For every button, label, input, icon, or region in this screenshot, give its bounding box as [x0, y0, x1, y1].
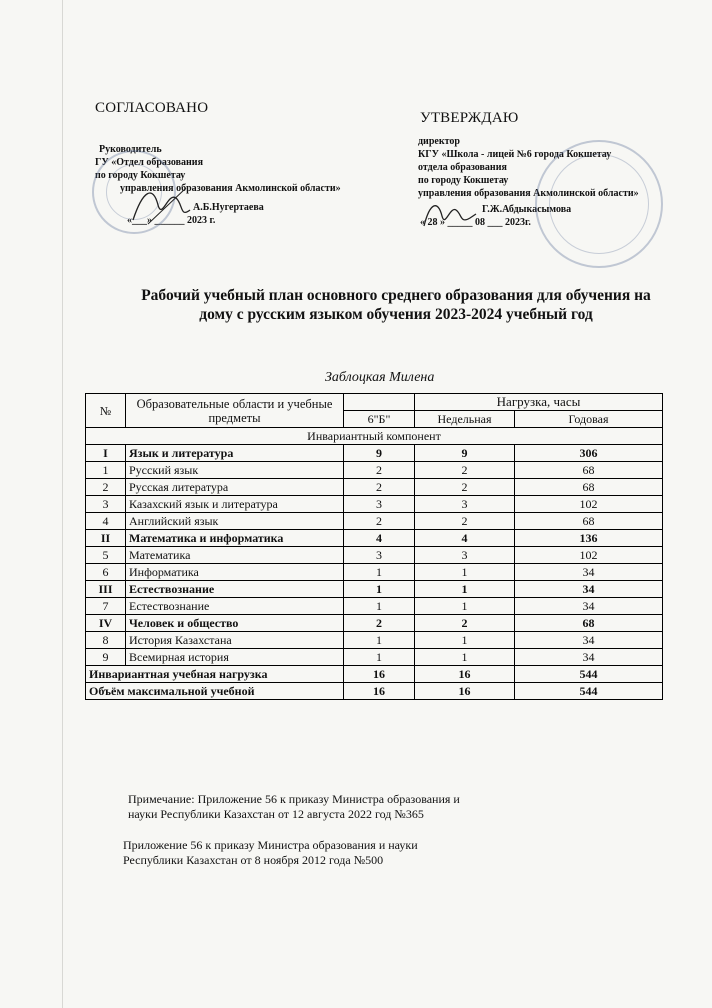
- row-class-hours: 2: [344, 462, 415, 479]
- row-yearly-hours: 68: [515, 513, 663, 530]
- row-yearly-hours: 34: [515, 649, 663, 666]
- total-weekly-hours: 16: [415, 666, 515, 683]
- total-class-hours: 16: [344, 666, 415, 683]
- total-label: Инвариантная учебная нагрузка: [86, 666, 344, 683]
- subject-row: [86, 632, 663, 649]
- row-subject: Язык и литература: [126, 445, 344, 462]
- header-subjects: Образовательные области и учебные предметы: [126, 394, 344, 428]
- row-weekly-hours: 1: [415, 564, 515, 581]
- row-subject: Естествознание: [126, 581, 344, 598]
- row-number: 7: [86, 598, 126, 615]
- row-subject: Английский язык: [126, 513, 344, 530]
- approval-left-date: «___» ______ 2023 г.: [127, 215, 216, 226]
- invariant-label: Инвариантный компонент: [86, 428, 663, 445]
- approval-right-org-line: по городу Кокшетау: [418, 175, 509, 186]
- note-1-line: Примечание: Приложение 56 к приказу Министра образования и: [128, 792, 460, 806]
- row-class-hours: 2: [344, 615, 415, 632]
- row-yearly-hours: 102: [515, 496, 663, 513]
- row-number: 4: [86, 513, 126, 530]
- row-number: III: [86, 581, 126, 598]
- curriculum-table: [85, 393, 663, 700]
- row-subject: История Казахстана: [126, 632, 344, 649]
- row-number: 5: [86, 547, 126, 564]
- row-number: 6: [86, 564, 126, 581]
- row-yearly-hours: 306: [515, 445, 663, 462]
- approval-left-heading: СОГЛАСОВАНО: [95, 100, 209, 116]
- row-class-hours: 1: [344, 598, 415, 615]
- approval-right-org-line: управления образования Акмолинской области»: [418, 188, 639, 199]
- note-1-line: науки Республики Казахстан от 12 августа 2022 год №365: [128, 807, 424, 821]
- row-number: 1: [86, 462, 126, 479]
- subject-row: [86, 564, 663, 581]
- student-name: Заблоцкая Милена: [325, 370, 435, 385]
- row-weekly-hours: 2: [415, 479, 515, 496]
- row-number: I: [86, 445, 126, 462]
- approval-left-org-line: управления образования Акмолинской области»: [120, 183, 341, 194]
- subject-row: [86, 496, 663, 513]
- note-2-line: Приложение 56 к приказу Министра образования и науки: [123, 838, 418, 852]
- approval-left-org-line: ГУ «Отдел образования: [95, 157, 203, 168]
- table-header-row: [86, 394, 663, 411]
- approval-left-position: Руководитель: [99, 144, 162, 155]
- row-weekly-hours: 1: [415, 598, 515, 615]
- row-number: 9: [86, 649, 126, 666]
- row-yearly-hours: 34: [515, 598, 663, 615]
- row-class-hours: 1: [344, 581, 415, 598]
- section-row: [86, 615, 663, 632]
- row-subject: Математика и информатика: [126, 530, 344, 547]
- approval-right-signer: Г.Ж.Абдыкасымова: [482, 204, 572, 215]
- row-class-hours: 4: [344, 530, 415, 547]
- row-subject: Русская литература: [126, 479, 344, 496]
- header-num: №: [86, 394, 126, 428]
- note-2: [123, 838, 418, 868]
- scan-edge-line: [62, 0, 63, 1008]
- section-row: [86, 445, 663, 462]
- approval-right-org-line: КГУ «Школа - лицей №6 города Кокшетау: [418, 149, 612, 160]
- row-yearly-hours: 34: [515, 581, 663, 598]
- note-1: [128, 792, 460, 822]
- row-class-hours: 3: [344, 496, 415, 513]
- row-class-hours: 2: [344, 479, 415, 496]
- header-weekly: Недельная: [415, 411, 515, 428]
- row-yearly-hours: 68: [515, 615, 663, 632]
- approval-right-position: директор: [418, 136, 460, 147]
- row-number: 2: [86, 479, 126, 496]
- row-number: 3: [86, 496, 126, 513]
- row-weekly-hours: 2: [415, 513, 515, 530]
- subject-row: [86, 598, 663, 615]
- row-yearly-hours: 34: [515, 632, 663, 649]
- header-yearly: Годовая: [515, 411, 663, 428]
- subject-row: [86, 513, 663, 530]
- row-weekly-hours: 2: [415, 462, 515, 479]
- subject-row: [86, 547, 663, 564]
- header-empty: [344, 394, 415, 411]
- row-class-hours: 3: [344, 547, 415, 564]
- approval-left-org-line: по городу Кокшетау: [95, 170, 186, 181]
- invariant-row: [86, 428, 663, 445]
- row-class-hours: 1: [344, 564, 415, 581]
- total-weekly-hours: 16: [415, 683, 515, 700]
- row-weekly-hours: 4: [415, 530, 515, 547]
- row-class-hours: 1: [344, 649, 415, 666]
- approval-right-stamp: [535, 140, 663, 268]
- row-weekly-hours: 2: [415, 615, 515, 632]
- row-subject: Естествознание: [126, 598, 344, 615]
- row-weekly-hours: 1: [415, 632, 515, 649]
- row-subject: Всемирная история: [126, 649, 344, 666]
- approval-right-heading: УТВЕРЖДАЮ: [420, 110, 519, 126]
- approval-right-date: « 28 » _____ 08 ___ 2023г.: [420, 217, 531, 228]
- row-class-hours: 2: [344, 513, 415, 530]
- total-row: [86, 683, 663, 700]
- document-title: Рабочий учебный план основного среднего образования для обучения на дому с русским языком обучения 2023-2024 учебный год: [141, 287, 651, 323]
- row-class-hours: 9: [344, 445, 415, 462]
- total-class-hours: 16: [344, 683, 415, 700]
- row-yearly-hours: 102: [515, 547, 663, 564]
- row-yearly-hours: 136: [515, 530, 663, 547]
- total-label: Объём максимальной учебной: [86, 683, 344, 700]
- approval-left-signature: [128, 180, 198, 230]
- row-weekly-hours: 3: [415, 547, 515, 564]
- subject-row: [86, 479, 663, 496]
- row-weekly-hours: 1: [415, 581, 515, 598]
- row-number: IV: [86, 615, 126, 632]
- row-yearly-hours: 68: [515, 462, 663, 479]
- approval-right-org-line: отдела образования: [418, 162, 507, 173]
- total-row: [86, 666, 663, 683]
- subject-row: [86, 462, 663, 479]
- row-subject: Математика: [126, 547, 344, 564]
- row-weekly-hours: 1: [415, 649, 515, 666]
- total-yearly-hours: 544: [515, 666, 663, 683]
- row-number: 8: [86, 632, 126, 649]
- approval-left-signer: А.Б.Нугертаева: [193, 202, 264, 213]
- row-class-hours: 1: [344, 632, 415, 649]
- total-yearly-hours: 544: [515, 683, 663, 700]
- row-subject: Информатика: [126, 564, 344, 581]
- row-yearly-hours: 34: [515, 564, 663, 581]
- row-subject: Казахский язык и литература: [126, 496, 344, 513]
- row-number: II: [86, 530, 126, 547]
- subject-row: [86, 649, 663, 666]
- row-yearly-hours: 68: [515, 479, 663, 496]
- header-class: 6"Б": [344, 411, 415, 428]
- section-row: [86, 581, 663, 598]
- header-load: Нагрузка, часы: [415, 394, 663, 411]
- row-weekly-hours: 3: [415, 496, 515, 513]
- approval-right-signature: [420, 196, 480, 236]
- row-weekly-hours: 9: [415, 445, 515, 462]
- row-subject: Человек и общество: [126, 615, 344, 632]
- row-subject: Русский язык: [126, 462, 344, 479]
- section-row: [86, 530, 663, 547]
- note-2-line: Республики Казахстан от 8 ноября 2012 года №500: [123, 853, 384, 867]
